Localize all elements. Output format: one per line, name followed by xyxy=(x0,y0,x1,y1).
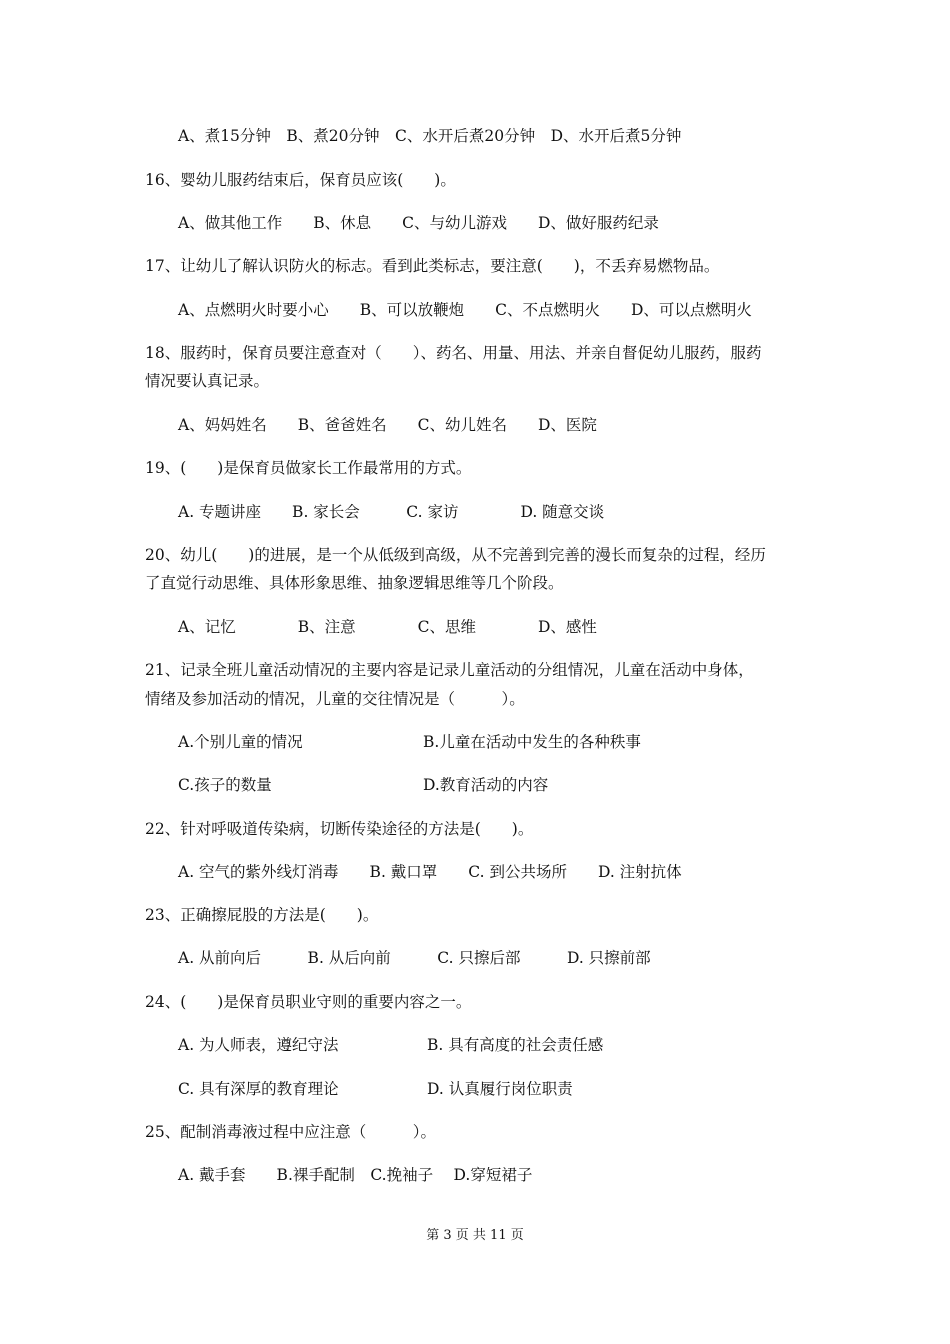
question-20-line2: 了直觉行动思维、具体形象思维、抽象逻辑思维等几个阶段。 xyxy=(145,574,564,592)
question-21-line1: 21、记录全班儿童活动情况的主要内容是记录儿童活动的分组情况，儿童在活动中身体， xyxy=(145,661,754,679)
q24-option-b: B. 具有高度的社会责任感 xyxy=(427,1036,604,1054)
q21-option-a: A.个别儿童的情况 xyxy=(178,733,303,751)
q21-option-d: D.教育活动的内容 xyxy=(423,776,549,794)
question-16: 16、婴幼儿服药结束后，保育员应该( )。 xyxy=(145,171,456,189)
q15-options: A、煮15分钟 B、煮20分钟 C、水开后煮20分钟 D、水开后煮5分钟 xyxy=(178,127,682,145)
q16-options: A、做其他工作 B、休息 C、与幼儿游戏 D、做好服药纪录 xyxy=(178,214,659,232)
question-22: 22、针对呼吸道传染病，切断传染途径的方法是( )。 xyxy=(145,820,534,838)
question-21-line2: 情绪及参加活动的情况，儿童的交往情况是（ ）。 xyxy=(145,690,525,708)
question-20-line1: 20、幼儿( )的进展，是一个从低级到高级，从不完善到完善的漫长而复杂的过程，经历 xyxy=(145,546,766,564)
q21-option-b: B.儿童在活动中发生的各种秩事 xyxy=(423,733,641,751)
question-19: 19、( )是保育员做家长工作最常用的方式。 xyxy=(145,459,472,477)
question-24: 24、( )是保育员职业守则的重要内容之一。 xyxy=(145,993,472,1011)
page-footer: 第 3 页 共 11 页 xyxy=(426,1228,524,1243)
q23-options: A. 从前向后 B. 从后向前 C. 只擦后部 D. 只擦前部 xyxy=(178,949,651,967)
question-23: 23、正确擦屁股的方法是( )。 xyxy=(145,906,379,924)
q24-option-a: A. 为人师表，遵纪守法 xyxy=(178,1036,339,1054)
q22-options: A. 空气的紫外线灯消毒 B. 戴口罩 C. 到公共场所 D. 注射抗体 xyxy=(178,863,682,881)
question-18-line1: 18、服药时，保育员要注意查对（ ）、药名、用量、用法、并亲自督促幼儿服药，服药 xyxy=(145,344,762,362)
q19-options: A. 专题讲座 B. 家长会 C. 家访 D. 随意交谈 xyxy=(178,503,605,521)
q21-option-c: C.孩子的数量 xyxy=(178,776,272,794)
q24-option-c: C. 具有深厚的教育理论 xyxy=(178,1080,339,1098)
q25-options: A. 戴手套 B.裸手配制 C.挽袖子 D.穿短裙子 xyxy=(178,1166,533,1184)
question-25: 25、配制消毒液过程中应注意（ ）。 xyxy=(145,1123,436,1141)
q24-option-d: D. 认真履行岗位职责 xyxy=(427,1080,573,1098)
q17-options: A、点燃明火时要小心 B、可以放鞭炮 C、不点燃明火 D、可以点燃明火 xyxy=(178,301,752,319)
question-17: 17、让幼儿了解认识防火的标志。看到此类标志，要注意( )，不丢弃易燃物品。 xyxy=(145,257,720,275)
question-18-line2: 情况要认真记录。 xyxy=(145,372,270,390)
q20-options: A、记忆 B、注意 C、思维 D、感性 xyxy=(178,618,597,636)
q18-options: A、妈妈姓名 B、爸爸姓名 C、幼儿姓名 D、医院 xyxy=(178,416,597,434)
